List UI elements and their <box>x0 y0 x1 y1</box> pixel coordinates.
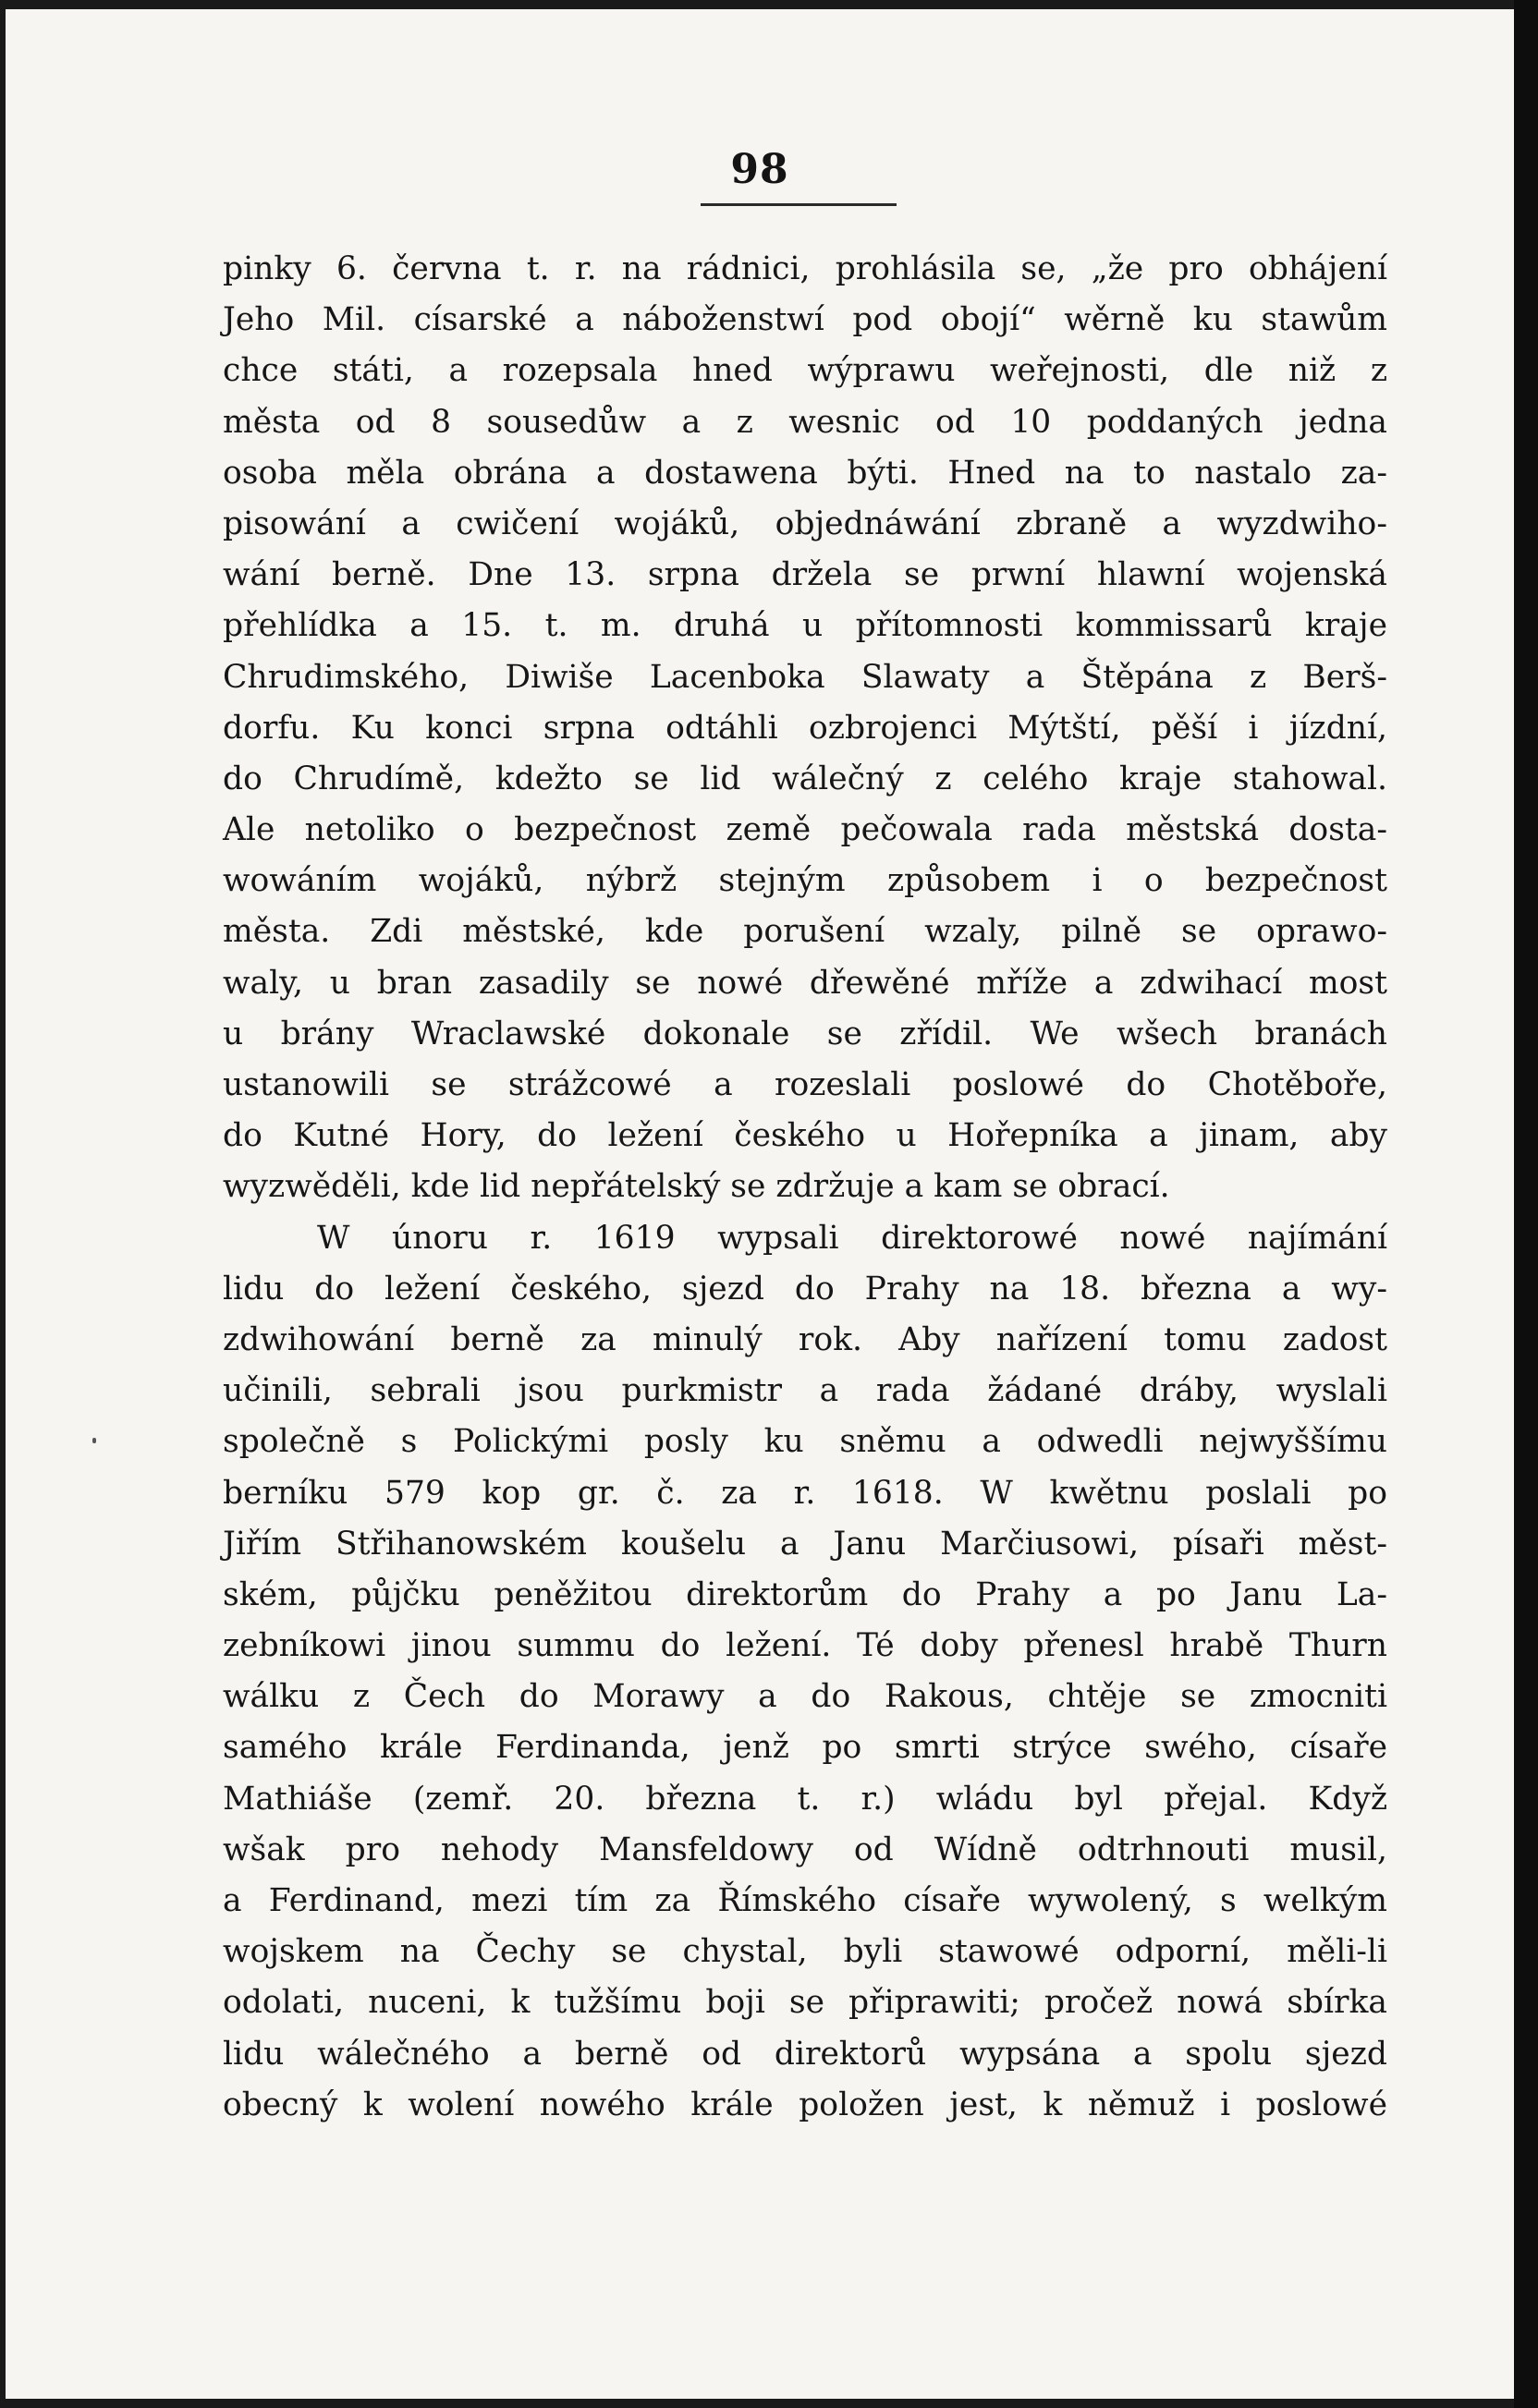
text-line: chce státi, a rozepsala hned wýprawu weřejnosti, dle niž z <box>223 352 1387 390</box>
text-line: dorfu. Ku konci srpna odtáhli ozbrojenci Mýtští, pěší i jízdní, <box>223 709 1387 747</box>
text-line: wálku z Čech do Morawy a do Rakous, chtěje se zmocniti <box>223 1678 1387 1716</box>
text-line: wšak pro nehody Mansfeldowy od Wídně odtrhnouti musil, <box>223 1830 1387 1868</box>
text-line: města od 8 sousedůw a z wesnic od 10 poddaných jedna <box>223 403 1387 441</box>
text-line: do Kutné Hory, do ležení českého u Hořepníka a jinam, aby <box>223 1117 1387 1155</box>
text-line: lidu do ležení českého, sjezd do Prahy na 18. března a wy- <box>223 1270 1387 1307</box>
page-number: 98 <box>730 146 789 193</box>
header-rule <box>701 203 897 206</box>
text-line: učinili, sebrali jsou purkmistr a rada žádané dráby, wyslali <box>223 1372 1387 1410</box>
text-line: berníku 579 kop gr. č. za r. 1618. W kwětnu poslali po <box>223 1474 1387 1512</box>
book-page <box>6 9 1514 2399</box>
text-line: a Ferdinand, mezi tím za Římského císaře wywolený, s welkým <box>223 1882 1387 1919</box>
text-line: samého krále Ferdinanda, jenž po smrti strýce swého, císaře <box>223 1729 1387 1767</box>
text-line: osoba měla obrána a dostawena býti. Hned na to nastalo za- <box>223 454 1387 492</box>
text-line: ustanowili se strážcowé a rozeslali poslowé do Chotěboře, <box>223 1066 1387 1103</box>
text-line: wowáním wojáků, nýbrž stejným způsobem i o bezpečnost <box>223 862 1387 900</box>
paper-speck <box>92 1438 96 1443</box>
text-line-paragraph-start: W únoru r. 1619 wypsali direktorowé nowé najímání <box>317 1219 1387 1257</box>
page-body-text <box>223 244 1387 2131</box>
text-line: lidu wálečného a berně od direktorů wypsána a spolu sjezd <box>223 2035 1387 2073</box>
text-line: odolati, nuceni, k tužšímu boji se připrawiti; pročež nowá sbírka <box>223 1984 1387 2022</box>
text-line: wyzwěděli, kde lid nepřátelský se zdržuje a kam se obrací. <box>223 1168 1170 1206</box>
text-line: obecný k wolení nowého krále položen jest, k němuž i poslowé <box>223 2086 1387 2123</box>
text-line: waly, u bran zasadily se nowé dřewěné mříže a zdwihací most <box>223 964 1387 1002</box>
scan-edge <box>1514 0 1538 2408</box>
text-line: přehlídka a 15. t. m. druhá u přítomnosti kommissarů kraje <box>223 607 1387 645</box>
text-line: u brány Wraclawské dokonale se zřídil. We wšech branách <box>223 1015 1387 1052</box>
text-line: Jiřím Střihanowském koušelu a Janu Marčiusowi, písaři měst- <box>223 1525 1387 1563</box>
text-line: Ale netoliko o bezpečnost země pečowala rada městská dosta- <box>223 811 1387 849</box>
text-line: do Chrudímě, kdežto se lid wálečný z celého kraje stahowal. <box>223 760 1387 797</box>
text-line: pinky 6. června t. r. na rádnici, prohlásila se, „že pro obhájení <box>223 250 1387 287</box>
text-line: Mathiáše (zemř. 20. března t. r.) wládu byl přejal. Když <box>223 1780 1387 1818</box>
text-line: Jeho Mil. císarské a náboženstwí pod obojí“ wěrně ku stawům <box>223 301 1387 339</box>
text-line: města. Zdi městské, kde porušení wzaly, pilně se oprawo- <box>223 913 1387 951</box>
text-line: Chrudimského, Diwiše Lacenboka Slawaty a Štěpána z Berš- <box>223 658 1387 696</box>
text-line: wání berně. Dne 13. srpna držela se prwní hlawní wojenská <box>223 556 1387 594</box>
text-line: wojskem na Čechy se chystal, byli stawowé odporní, měli-li <box>223 1933 1387 1971</box>
text-line: pisowání a cwičení wojáků, objednáwání zbraně a wyzdwiho- <box>223 505 1387 542</box>
text-line: zebníkowi jinou summu do ležení. Té doby přenesl hrabě Thurn <box>223 1627 1387 1665</box>
text-line: zdwihowání berně za minulý rok. Aby nařízení tomu zadost <box>223 1320 1387 1358</box>
text-line: společně s Polickými posly ku sněmu a odwedli nejwyššímu <box>223 1423 1387 1461</box>
text-line: ském, půjčku peněžitou direktorům do Prahy a po Janu La- <box>223 1575 1387 1613</box>
page-header <box>6 146 1514 193</box>
